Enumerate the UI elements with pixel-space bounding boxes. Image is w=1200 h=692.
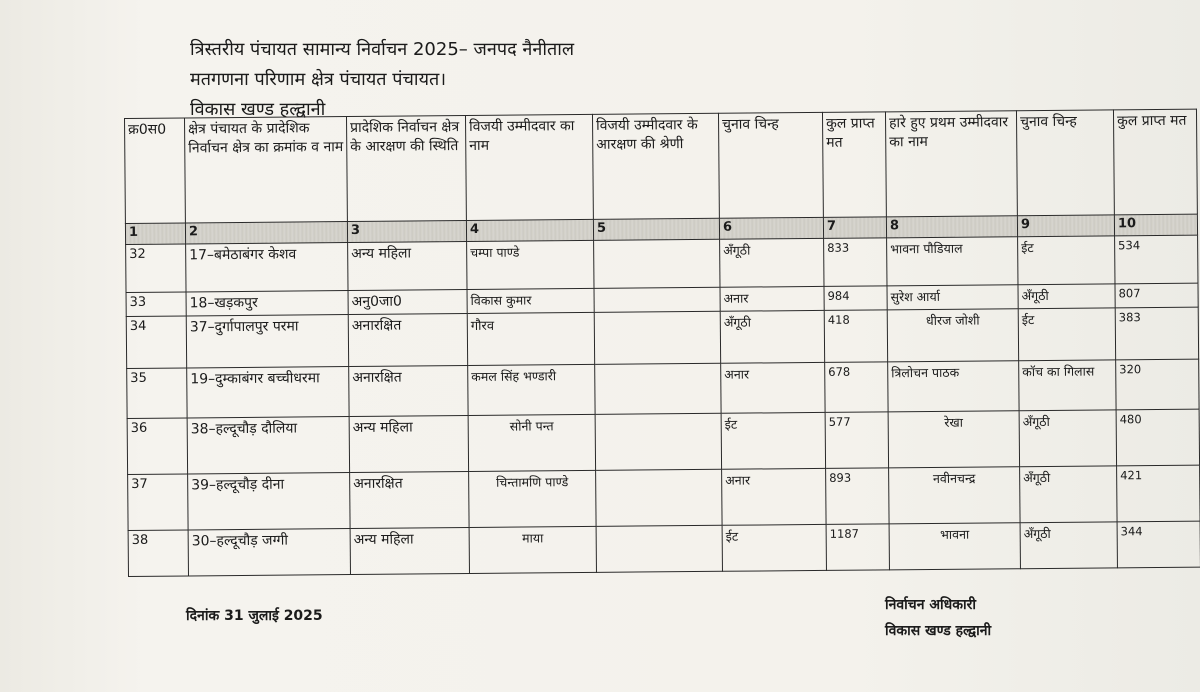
document-date: दिनांक 31 जुलाई 2025 [186,608,323,624]
serial-number: 38 [128,530,188,577]
reservation-status: अन्य महिला [350,528,469,575]
runner-up-symbol: अँगूठी [1019,410,1116,467]
column-number: 3 [347,221,466,243]
winner-name: विकास कुमार [467,288,594,313]
column-number: 10 [1114,214,1197,236]
winner-name: गौरव [467,312,594,365]
winner-votes: 418 [824,310,887,363]
constituency-name: 17–बमेठाबंगर केशव [186,243,348,292]
serial-number: 34 [126,316,186,369]
winner-category [595,413,721,470]
runner-up-votes: 383 [1115,307,1198,360]
table-row [127,409,1199,474]
winner-name: कमल सिंह भण्डारी [468,364,595,415]
runner-up-name: नवीनचन्द्र [889,467,1020,524]
column-header-serial: क्र0स0 [125,118,186,224]
column-header-winner-category: विजयी उम्मीदवार के आरक्षण की श्रेणी [592,113,719,219]
column-header-runner-symbol: चुनाव चिन्ह [1016,110,1114,216]
winner-symbol: अँगूठी [720,238,824,287]
constituency-name: 19–दुम्काबंगर बच्चीधरमा [187,367,349,418]
column-header-winner-votes: कुल प्राप्त मत [822,112,886,218]
winner-symbol: अनार [720,286,824,311]
runner-up-name: भावना [889,523,1020,570]
constituency-name: 30–हल्दूचौड़ जग्गी [188,529,350,576]
reservation-status: अनारक्षित [349,366,468,417]
column-number: 8 [886,216,1017,238]
reservation-status: अन्य महिला [349,416,468,473]
table-header-row [125,109,1198,223]
runner-up-symbol: अँगूठी [1018,284,1115,309]
serial-number: 32 [126,244,186,293]
block-name: विकास खण्ड हल्द्वानी [190,99,326,120]
winner-name: माया [469,526,596,573]
winner-votes: 577 [825,412,888,469]
winner-symbol: ईट [721,412,825,469]
runner-up-name: धीरज जोशी [887,309,1018,362]
runner-up-name: सुरेश आर्या [887,285,1018,310]
constituency-name: 37–दुर्गापालपुर परमा [186,315,348,368]
column-header-constituency: क्षेत्र पंचायत के प्रादेशिक निर्वाचन क्षेत्र का क्रमांक व नाम [185,117,348,223]
runner-up-name: भावना पौडियाल [887,237,1018,286]
officer-block: विकास खण्ड हल्द्वानी [885,623,992,639]
winner-category [594,311,720,364]
runner-up-votes: 807 [1115,283,1198,308]
results-table [124,109,1200,577]
table-row [128,465,1200,530]
winner-category [595,363,721,414]
constituency-name: 18–खड़कपुर [186,291,348,316]
winner-votes: 833 [824,238,887,287]
column-number: 7 [823,217,886,239]
column-header-runner-up: हारे हुए प्रथम उम्मीदवार का नाम [885,111,1017,217]
winner-symbol: अनार [722,468,826,525]
runner-up-symbol: कॉच का गिलास [1019,360,1116,411]
runner-up-name: रेखा [888,411,1019,468]
serial-number: 36 [127,418,187,475]
winner-symbol: अनार [721,362,825,413]
serial-number: 33 [126,292,186,317]
constituency-name: 39–हल्दूचौड़ दीना [188,473,350,530]
runner-up-symbol: ईट [1018,236,1115,285]
winner-category [594,287,720,312]
reservation-status: अनारक्षित [350,472,469,529]
runner-up-symbol: ईट [1018,308,1115,361]
winner-symbol: ईट [722,524,826,571]
winner-category [594,239,720,288]
column-number: 1 [125,223,185,245]
winner-votes: 678 [825,362,888,413]
column-number: 6 [719,217,823,239]
winner-name: चिन्तामणि पाण्डे [469,470,596,527]
document-subtitle: मतगणना परिणाम क्षेत्र पंचायत पंचायत। [190,69,447,90]
runner-up-votes: 344 [1117,521,1200,568]
serial-number: 35 [127,368,187,419]
winner-votes: 893 [826,468,889,525]
winner-symbol: अँगूठी [720,310,824,363]
column-header-winner-symbol: चुनाव चिन्ह [718,112,823,218]
serial-number: 37 [128,474,188,531]
winner-votes: 1187 [826,524,889,571]
table-row [128,521,1200,576]
runner-up-symbol: अँगूठी [1020,466,1117,523]
reservation-status: अन्य महिला [348,242,467,291]
column-number: 5 [593,218,719,240]
runner-up-votes: 534 [1115,235,1198,284]
officer-title: निर्वाचन अधिकारी [885,597,977,613]
runner-up-votes: 320 [1116,359,1199,410]
runner-up-votes: 421 [1117,465,1200,522]
reservation-status: अनारक्षित [348,314,467,367]
column-header-reservation: प्रादेशिक निर्वाचन क्षेत्र के आरक्षण की स्थिति [346,116,466,222]
winner-name: सोनी पन्त [468,414,595,471]
table-row [126,307,1198,368]
runner-up-symbol: अँगूठी [1020,522,1117,569]
document-title: त्रिस्तरीय पंचायत सामान्य निर्वाचन 2025– जनपद नैनीताल [190,39,575,60]
column-number: 4 [466,219,593,241]
column-number: 2 [185,222,347,244]
reservation-status: अनु0जा0 [348,290,467,315]
column-header-winner: विजयी उम्मीदवार का नाम [465,114,593,220]
runner-up-name: त्रिलोचन पाठक [888,361,1019,412]
winner-votes: 984 [824,286,887,311]
runner-up-votes: 480 [1116,409,1199,466]
winner-category [596,525,722,572]
column-number: 9 [1017,215,1114,237]
constituency-name: 38–हल्दूचौड़ दौलिया [187,417,349,474]
winner-category [596,469,722,526]
column-header-runner-votes: कुल प्राप्त मत [1113,109,1197,215]
winner-name: चम्पा पाण्डे [467,240,594,289]
